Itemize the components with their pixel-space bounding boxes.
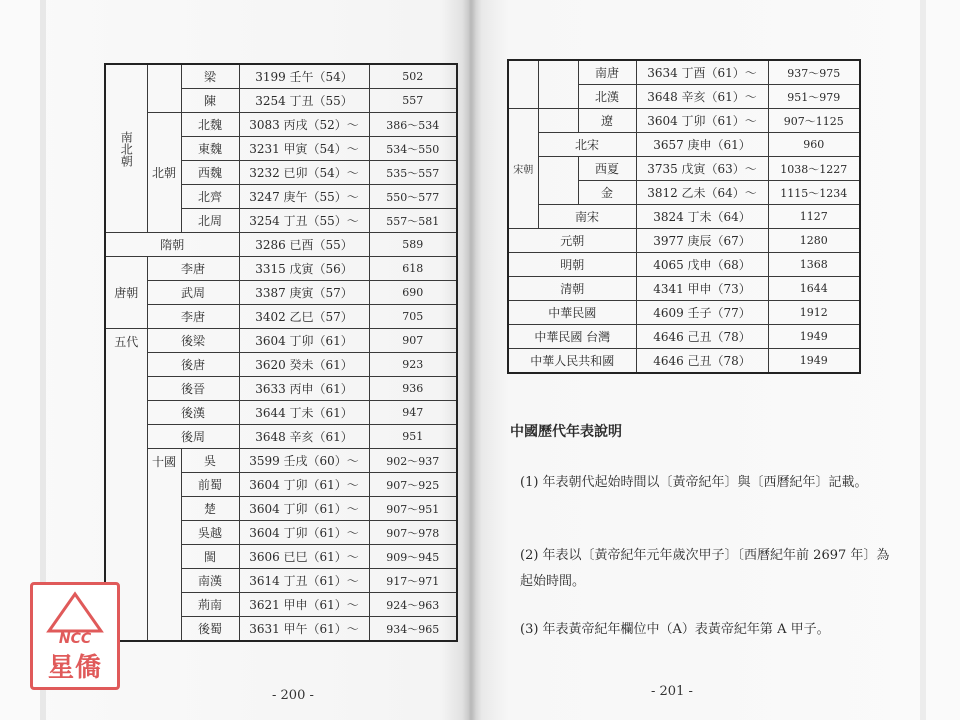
dynasty-name: 楚 — [181, 497, 239, 521]
dynasty-name: 南唐 — [578, 60, 636, 85]
table-row — [105, 64, 457, 89]
huangdi-year: 3657 庚申（61） — [636, 133, 768, 157]
western-year: 534～550 — [369, 137, 457, 161]
huangdi-year: 3402 乙巳（57） — [239, 305, 369, 329]
era-label-nansong: 南宋 — [538, 205, 636, 229]
western-year: 690 — [369, 281, 457, 305]
logo-name-text: 星僑 — [47, 653, 102, 683]
huangdi-year: 3231 甲寅（54）～ — [239, 137, 369, 161]
huangdi-year: 3631 甲午（61）～ — [239, 617, 369, 642]
dynasty-name: 武周 — [147, 281, 239, 305]
huangdi-year: 3977 庚辰（67） — [636, 229, 768, 253]
table-row — [508, 349, 860, 374]
dynasty-name: 後梁 — [147, 329, 239, 353]
huangdi-year: 3604 丁卯（61）～ — [239, 473, 369, 497]
dynasty-name: 東魏 — [181, 137, 239, 161]
huangdi-year: 4341 甲申（73） — [636, 277, 768, 301]
western-year: 1644 — [768, 277, 860, 301]
blank-cell — [508, 60, 538, 109]
western-year: 907 — [369, 329, 457, 353]
dynasty-table-right — [507, 59, 861, 374]
dynasty-name: 西魏 — [181, 161, 239, 185]
western-year: 1949 — [768, 349, 860, 374]
western-year: 909～945 — [369, 545, 457, 569]
dynasty-name: 李唐 — [147, 305, 239, 329]
table-row — [508, 301, 860, 325]
dynasty-name: 西夏 — [578, 157, 636, 181]
huangdi-year: 3387 庚寅（57） — [239, 281, 369, 305]
era-label-beichao: 北朝 — [147, 113, 181, 233]
dynasty-name: 南漢 — [181, 569, 239, 593]
dynasty-name: 北漢 — [578, 85, 636, 109]
western-year: 907～1125 — [768, 109, 860, 133]
dynasty-name: 荊南 — [181, 593, 239, 617]
table-row — [508, 325, 860, 349]
ncc-watermark-logo — [30, 582, 120, 690]
western-year: 934～965 — [369, 617, 457, 642]
huangdi-year: 3812 乙未（64）～ — [636, 181, 768, 205]
western-year: 618 — [369, 257, 457, 281]
table-row — [508, 60, 860, 85]
era-label-tangchao: 唐朝 — [105, 257, 147, 329]
huangdi-year: 3199 壬午（54） — [239, 64, 369, 89]
dynasty-name: 前蜀 — [181, 473, 239, 497]
huangdi-year: 3648 辛亥（61） — [239, 425, 369, 449]
table-row — [105, 113, 457, 137]
table-row — [105, 305, 457, 329]
western-year: 917～971 — [369, 569, 457, 593]
note-1: (1) 年表朝代起始時間以〔黃帝紀年〕與〔西曆紀年〕記載。 — [520, 475, 868, 490]
huangdi-year: 3606 已巳（61）～ — [239, 545, 369, 569]
note-2: (2) 年表以〔黃帝紀年元年歲次甲子〕〔西曆紀年前 2697 年〕為起始時間。 — [520, 548, 890, 589]
logo-ncc-text: NCC — [58, 631, 92, 647]
blank-cell — [538, 157, 578, 205]
dynasty-name: 李唐 — [147, 257, 239, 281]
table-row — [508, 109, 860, 133]
western-year: 1912 — [768, 301, 860, 325]
book-gutter — [462, 0, 482, 720]
western-year: 550～577 — [369, 185, 457, 209]
dynasty-name: 梁 — [181, 64, 239, 89]
dynasty-name: 後漢 — [147, 401, 239, 425]
huangdi-year: 3735 戊寅（63）～ — [636, 157, 768, 181]
huangdi-year: 3604 丁卯（61）～ — [239, 497, 369, 521]
western-year: 1949 — [768, 325, 860, 349]
dynasty-name: 後唐 — [147, 353, 239, 377]
dynasty-name: 明朝 — [508, 253, 636, 277]
era-label-shiguo: 十國 — [147, 449, 181, 642]
western-year: 502 — [369, 64, 457, 89]
table-row — [105, 329, 457, 353]
western-year: 924～963 — [369, 593, 457, 617]
table-row — [508, 133, 860, 157]
huangdi-year: 3604 丁卯（61）～ — [636, 109, 768, 133]
huangdi-year: 3648 辛亥（61）～ — [636, 85, 768, 109]
western-year: 907～978 — [369, 521, 457, 545]
page-number-left: - 200 - — [272, 688, 314, 703]
huangdi-year: 3599 壬戌（60）～ — [239, 449, 369, 473]
huangdi-year: 3614 丁丑（61）～ — [239, 569, 369, 593]
era-label-wudai: 五代 — [105, 329, 147, 642]
huangdi-year: 3286 已酉（55） — [239, 233, 369, 257]
western-year: 557～581 — [369, 209, 457, 233]
dynasty-name: 中華民國 — [508, 301, 636, 325]
dynasty-name: 後蜀 — [181, 617, 239, 642]
dynasty-name: 中華民國 台灣 — [508, 325, 636, 349]
huangdi-year: 3254 丁丑（55）～ — [239, 209, 369, 233]
dynasty-name: 北齊 — [181, 185, 239, 209]
dynasty-table-left — [104, 63, 458, 642]
western-year: 1280 — [768, 229, 860, 253]
section-title: 中國歷代年表說明 — [510, 424, 622, 440]
huangdi-year: 3824 丁未（64） — [636, 205, 768, 229]
western-year: 705 — [369, 305, 457, 329]
dynasty-name: 清朝 — [508, 277, 636, 301]
dynasty-name: 北周 — [181, 209, 239, 233]
table-row — [508, 277, 860, 301]
western-year: 1127 — [768, 205, 860, 229]
table-row — [105, 257, 457, 281]
table-row — [105, 377, 457, 401]
huangdi-year: 4646 己丑（78） — [636, 349, 768, 374]
dynasty-name: 後晉 — [147, 377, 239, 401]
huangdi-year: 3083 丙戌（52）～ — [239, 113, 369, 137]
western-year: 960 — [768, 133, 860, 157]
huangdi-year: 3644 丁未（61） — [239, 401, 369, 425]
table-row — [105, 425, 457, 449]
huangdi-year: 3633 丙申（61） — [239, 377, 369, 401]
huangdi-year: 3254 丁丑（55） — [239, 89, 369, 113]
note-3: (3) 年表黃帝紀年欄位中（A）表黃帝紀年第 A 甲子。 — [520, 622, 830, 637]
huangdi-year: 3247 庚午（55）～ — [239, 185, 369, 209]
western-year: 907～951 — [369, 497, 457, 521]
western-year: 589 — [369, 233, 457, 257]
western-year: 951 — [369, 425, 457, 449]
triangle-icon — [45, 591, 105, 635]
western-year: 386～534 — [369, 113, 457, 137]
western-year: 907～925 — [369, 473, 457, 497]
blank-cell — [538, 60, 578, 109]
page-number-right: - 201 - — [651, 684, 693, 699]
dynasty-name: 隋朝 — [105, 233, 239, 257]
table-row — [105, 449, 457, 473]
table-row — [105, 281, 457, 305]
huangdi-year: 3620 癸未（61） — [239, 353, 369, 377]
huangdi-year: 3315 戊寅（56） — [239, 257, 369, 281]
western-year: 1038～1227 — [768, 157, 860, 181]
era-label-nanbeichao: 南北朝 — [105, 64, 147, 233]
huangdi-year: 4065 戊申（68） — [636, 253, 768, 277]
table-row — [508, 157, 860, 181]
dynasty-name: 北魏 — [181, 113, 239, 137]
huangdi-year: 3604 丁卯（61）～ — [239, 521, 369, 545]
huangdi-year: 3232 已卯（54）～ — [239, 161, 369, 185]
huangdi-year: 4646 己丑（78） — [636, 325, 768, 349]
table-row — [508, 205, 860, 229]
western-year: 937～975 — [768, 60, 860, 85]
dynasty-name: 元朝 — [508, 229, 636, 253]
huangdi-year: 3604 丁卯（61） — [239, 329, 369, 353]
table-row — [508, 229, 860, 253]
table-row — [105, 401, 457, 425]
page-edge-right — [920, 0, 926, 720]
era-label-song: 宋朝 — [508, 109, 538, 229]
western-year: 1368 — [768, 253, 860, 277]
dynasty-name: 閩 — [181, 545, 239, 569]
huangdi-year: 3634 丁酉（61）～ — [636, 60, 768, 85]
dynasty-name: 吳 — [181, 449, 239, 473]
western-year: 951～979 — [768, 85, 860, 109]
western-year: 1115～1234 — [768, 181, 860, 205]
table-row — [508, 253, 860, 277]
western-year: 923 — [369, 353, 457, 377]
western-year: 535～557 — [369, 161, 457, 185]
table-row — [105, 233, 457, 257]
era-label-beisong: 北宋 — [538, 133, 636, 157]
dynasty-name: 遼 — [578, 109, 636, 133]
western-year: 557 — [369, 89, 457, 113]
western-year: 902～937 — [369, 449, 457, 473]
blank-cell — [538, 109, 578, 133]
blank-cell — [147, 64, 181, 113]
huangdi-year: 4609 壬子（77） — [636, 301, 768, 325]
dynasty-name: 吳越 — [181, 521, 239, 545]
dynasty-name: 金 — [578, 181, 636, 205]
western-year: 947 — [369, 401, 457, 425]
table-row — [105, 353, 457, 377]
dynasty-name: 後周 — [147, 425, 239, 449]
dynasty-name: 陳 — [181, 89, 239, 113]
huangdi-year: 3621 甲申（61）～ — [239, 593, 369, 617]
western-year: 936 — [369, 377, 457, 401]
dynasty-name: 中華人民共和國 — [508, 349, 636, 374]
